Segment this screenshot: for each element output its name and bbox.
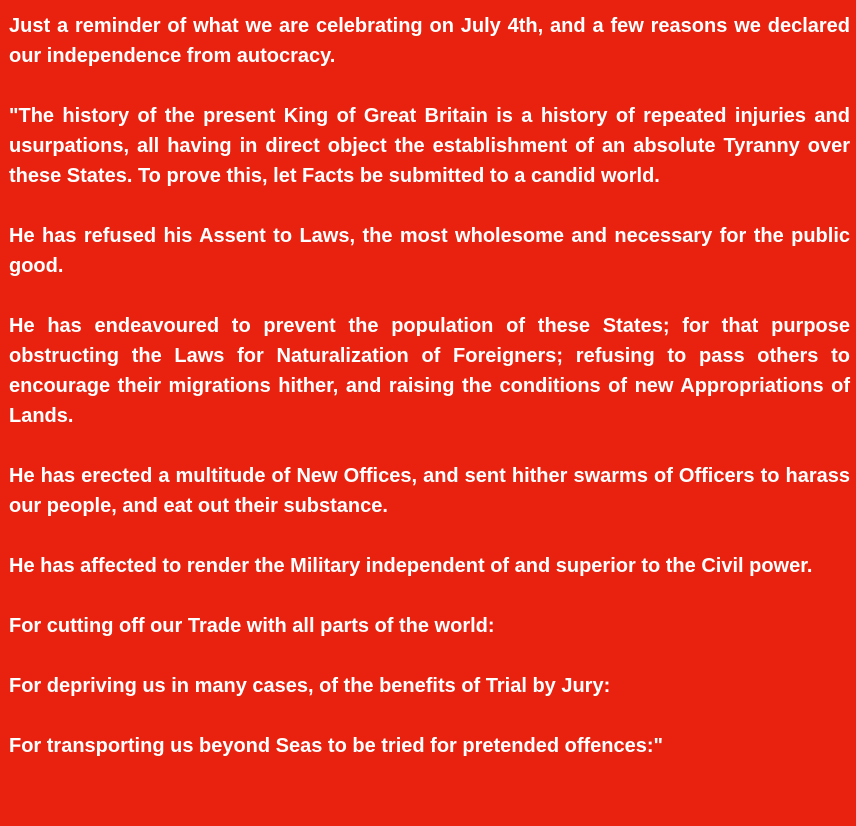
grievance-military: He has affected to render the Military independent of and superior to the Civil power. (9, 555, 813, 577)
grievance-transporting: For transporting us beyond Seas to be tried for pretended offences:" (9, 735, 664, 757)
grievance-trial-by-jury: For depriving us in many cases, of the benefits of Trial by Jury: (9, 675, 611, 697)
grievance-trade: For cutting off our Trade with all parts of the world: (9, 615, 495, 637)
grievance-refused-assent: He has refused his Assent to Laws, the most wholesome and necessary for the public good. (9, 225, 850, 277)
intro-paragraph: Just a reminder of what we are celebrating on July 4th, and a few reasons we declared our independence from autocracy. (9, 15, 850, 67)
grievance-population: He has endeavoured to prevent the population of these States; for that purpose obstructing the Laws for Naturalization of Foreigners; refusing to pass others to encourage their migrations hither, and raising the conditions of new Appropriations of Lands. (9, 315, 850, 427)
quote-paragraph-king-history: "The history of the present King of Great Britain is a history of repeated injuries and usurpations, all having in direct object the establishment of an absolute Tyranny over these States. To prove this, let Facts be submitted to a candid world. (9, 105, 850, 187)
grievance-new-offices: He has erected a multitude of New Offices, and sent hither swarms of Officers to harass our people, and eat out their substance. (9, 465, 850, 517)
